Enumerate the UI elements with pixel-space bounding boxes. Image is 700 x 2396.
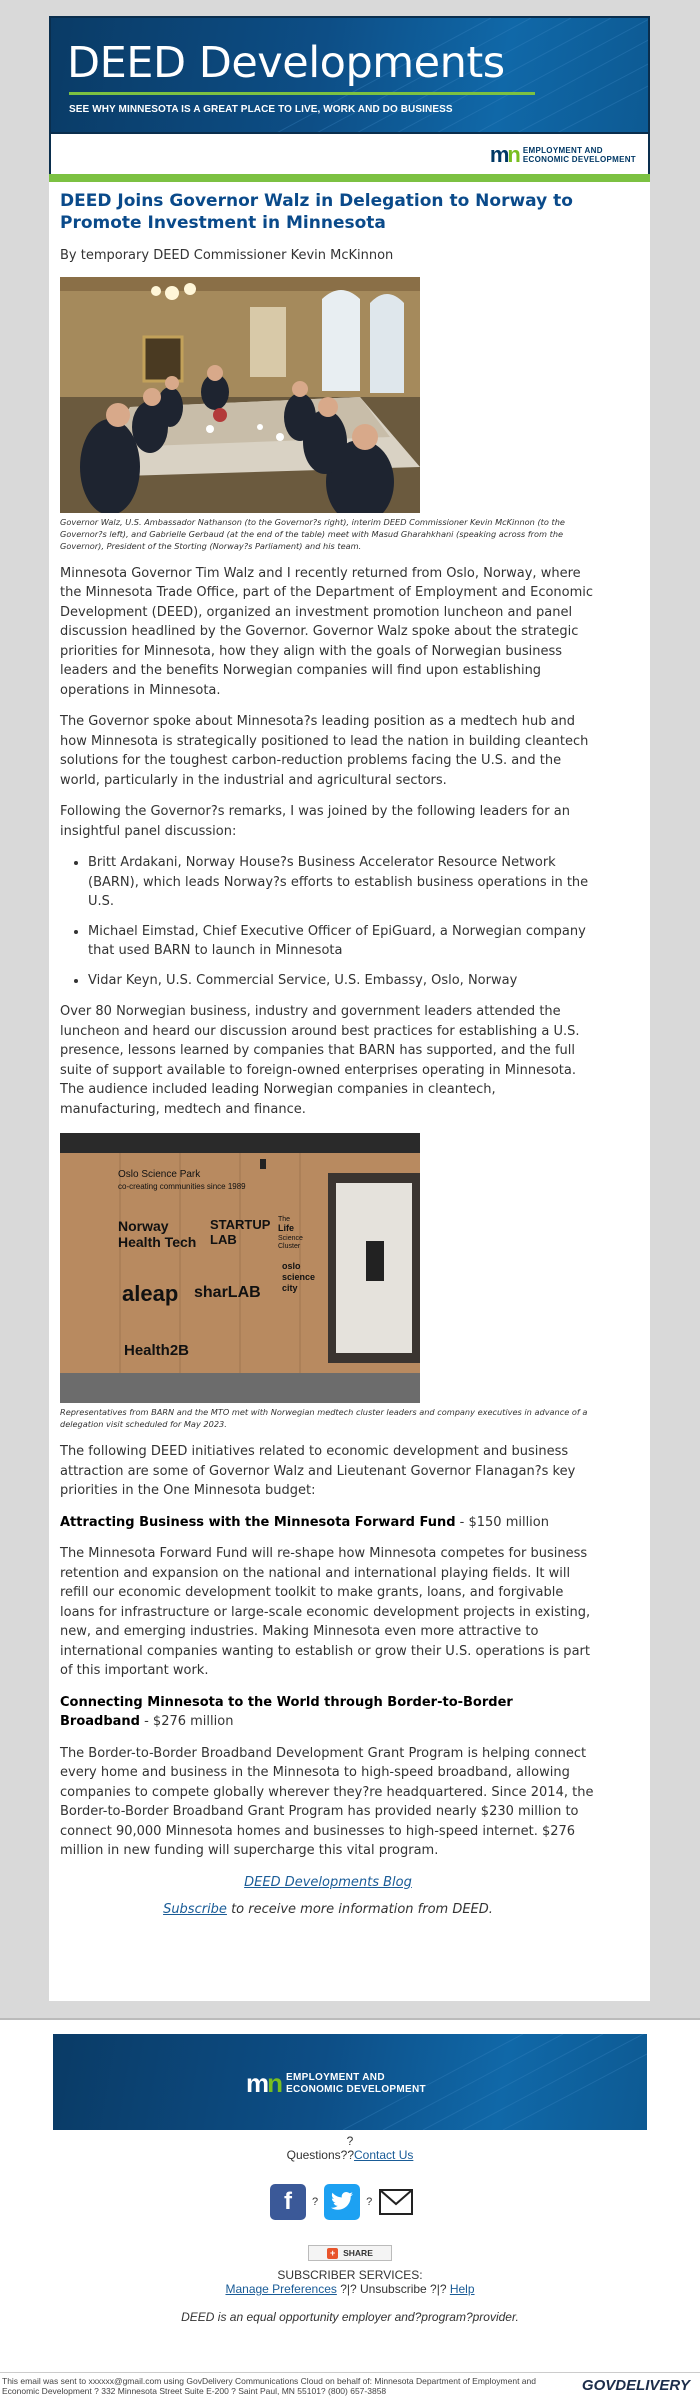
subscribe-link[interactable]: Subscribe	[163, 1902, 227, 1917]
social-links	[270, 2184, 414, 2220]
wall-logo: Science	[278, 1235, 303, 1242]
paragraph: Following the Governor?s remarks, I was joined by the following leaders for an insightful panel discussion:	[60, 804, 570, 839]
title-underline	[69, 92, 535, 95]
questions-label: Questions??	[286, 2148, 355, 2162]
blog-link-row	[60, 1873, 596, 1893]
manage-preferences-link[interactable]: Manage Preferences	[225, 2282, 337, 2296]
newsletter-tagline: SEE WHY MINNESOTA IS A GREAT PLACE TO LIVE, WORK AND DO BUSINESS	[69, 104, 453, 115]
footer-logo-line-2: ECONOMIC DEVELOPMENT	[286, 2083, 426, 2095]
subscriber-services-heading: SUBSCRIBER SERVICES:	[277, 2268, 423, 2282]
twitter-icon[interactable]	[324, 2184, 360, 2220]
wall-logo: oslo	[282, 1261, 301, 1271]
email-icon[interactable]	[378, 2184, 414, 2220]
subscribe-row	[60, 1900, 596, 1920]
footer-logo	[246, 2068, 426, 2099]
footer-question-mark: ?	[346, 2134, 354, 2148]
equal-opportunity-text: DEED is an equal opportunity employer and?program?provider.	[181, 2310, 519, 2324]
panelist-list	[60, 853, 596, 990]
wall-sign-line-2: co-creating communities since 1989	[118, 1182, 246, 1191]
newsletter-title: DEED Developments	[67, 38, 505, 88]
green-accent-bar	[49, 174, 650, 182]
delegation-meeting-photo	[60, 277, 420, 513]
paragraph: The following DEED initiatives related to economic development and business attraction are some of Governor Walz and Lieutenant Governor Flanagan?s key priorities in the One Minnesota budget:	[60, 1444, 576, 1498]
sent-to-notice: This email was sent to xxxxxx@gmail.com using GovDelivery Communications Cloud on behalf of: Minnesota Department of Employment and Economic Development ? 332 Minnesota Street Suite E-200 ? Saint Paul, MN 55101? (800) 657-3858	[2, 2376, 536, 2396]
bottom-bar	[0, 2372, 700, 2395]
wall-logo: Life	[278, 1223, 295, 1233]
paragraph: The Border-to-Border Broadband Development Grant Program is helping connect every home and business in the Minnesota to high-speed broadband, allowing companies to compete globally wherever they?re headquartered. Since 2014, the Border-to-Border Broadband Grant Program has provided nearly $230 million to connect 90,000 Minnesota homes and businesses to high-speed internet. $276 million in new funding will supercharge this vital program.	[60, 1745, 594, 1858]
section-title: Attracting Business with the Minnesota Forward Fund	[60, 1514, 456, 1530]
section-amount: - $276 million	[139, 1714, 234, 1729]
section-heading-forward-fund	[60, 1513, 596, 1533]
social-separator: ?	[366, 2196, 373, 2208]
logo-line-2: ECONOMIC DEVELOPMENT	[522, 155, 636, 164]
paragraph: Minnesota Governor Tim Walz and I recently returned from Oslo, Norway, where the Minnesota Trade Office, part of the Department of Employment and Economic Development (DEED), organized an investment promotion luncheon and panel discussion headlined by the Governor. Governor Walz spoke about the strategic priorities for Minnesota, how they align with the goals of Norwegian business leaders and the benefits Norwegian companies will find upon establishing operations in Minnesota.	[60, 565, 594, 698]
share-icon: +	[327, 2248, 338, 2259]
contact-us-link[interactable]: Contact Us	[354, 2148, 414, 2162]
wall-logo: Health2B	[124, 1342, 190, 1359]
help-link[interactable]: Help	[449, 2282, 475, 2296]
paragraph: Over 80 Norwegian business, industry and government leaders attended the luncheon and heard our discussion around best practices for establishing a U.S. presence, lessons learned by companies that BARN has supported, and the full suite of support available to foreign-owned enterprises operating in Minnesota. The audience included leading Norwegian companies in cleantech, manufacturing, medtech and finance.	[60, 1004, 580, 1117]
wall-logo: city	[282, 1283, 298, 1293]
wall-logo: Health Tech	[118, 1234, 197, 1250]
questions-row	[0, 2148, 700, 2162]
subscriber-links	[0, 2282, 700, 2296]
list-item: • Michael Eimstad, Chief Executive Officer of EpiGuard, a Norwegian company that used BARN to launch in Minnesota	[88, 922, 596, 961]
wall-logo: science	[282, 1272, 316, 1282]
header-banner	[49, 16, 650, 134]
wall-logo: LAB	[210, 1232, 237, 1247]
article-body	[60, 190, 596, 1920]
wall-logo: Norway	[118, 1218, 169, 1234]
list-item: • Britt Ardakani, Norway House?s Business Accelerator Resource Network (BARN), which leads Norway?s efforts to establish business operations in the U.S.	[88, 853, 596, 912]
wall-sign-line-1: Oslo Science Park	[118, 1169, 201, 1180]
wall-logo: The	[278, 1216, 291, 1223]
section-heading-broadband	[60, 1693, 596, 1732]
wall-logo: STARTUP	[210, 1217, 271, 1232]
logo-strip	[49, 134, 650, 174]
govdelivery-logo: GOVDELIVERY	[581, 2377, 690, 2394]
wall-logo: sharLAB	[194, 1284, 261, 1301]
facebook-icon[interactable]: f	[270, 2184, 306, 2220]
blog-link[interactable]: DEED Developments Blog	[244, 1874, 412, 1890]
wall-logo: Cluster	[278, 1243, 301, 1250]
paragraph: The Minnesota Forward Fund will re-shape how Minnesota competes for business retention and expansion on the national and international playing fields. It will refill our economic development toolkit to make grants, loans, and forgivable loans for infrastructure or large-scale economic development projects in existing, new, and emerging industries. Making Minnesota even more attractive to international companies wanting to establish or grow their U.S. operations is part of this important work.	[60, 1546, 591, 1678]
logo-line-1: EMPLOYMENT AND	[522, 146, 603, 155]
section-title: Connecting Minnesota to the World through Border-to-Border Broadband	[60, 1694, 513, 1729]
oslo-science-park-photo	[60, 1133, 420, 1403]
footer-banner	[53, 2034, 647, 2130]
deed-logo	[490, 142, 636, 168]
footer-logo-line-1: EMPLOYMENT AND	[286, 2071, 385, 2083]
list-item: • Vidar Keyn, U.S. Commercial Service, U.S. Embassy, Oslo, Norway	[88, 971, 596, 991]
social-separator: ?	[312, 2196, 319, 2208]
subscribe-text: to receive more information from DEED.	[226, 1902, 493, 1917]
mn-logo-mark: mn	[489, 142, 519, 167]
article-title: DEED Joins Governor Walz in Delegation to Norway to Promote Investment in Minnesota	[60, 191, 573, 233]
mn-logo-mark: mn	[246, 2068, 282, 2098]
share-label: SHARE	[343, 2248, 373, 2258]
photo-caption-1: Governor Walz, U.S. Ambassador Nathanson (to the Governor?s right), interim DEED Commissioner Kevin McKinnon (to the Governor?s left), and Gabrielle Gerbaud (at the end of the table) meet with Masud Gharahkhani (speaking across from the Governor), President of the Storting (Norway?s Parliament) and his team.	[60, 516, 565, 551]
paragraph: The Governor spoke about Minnesota?s leading position as a medtech hub and how Minnesota is strategically positioned to lead the nation in building cleantech solutions for the toughest carbon-reduction problems facing the U.S. and the world, particularly in the industrial and agricultural sectors.	[60, 714, 589, 788]
byline: By temporary DEED Commissioner Kevin McKinnon	[60, 248, 394, 263]
wall-logo: aleap	[122, 1281, 179, 1306]
share-button[interactable]	[308, 2245, 392, 2261]
photo-caption-2: Representatives from BARN and the MTO met with Norwegian medtech cluster leaders and company executives in advance of a delegation visit scheduled for May 2023.	[60, 1407, 588, 1429]
section-amount: - $150 million	[455, 1514, 549, 1530]
footer-separator: ?|? Unsubscribe ?|?	[336, 2282, 450, 2296]
